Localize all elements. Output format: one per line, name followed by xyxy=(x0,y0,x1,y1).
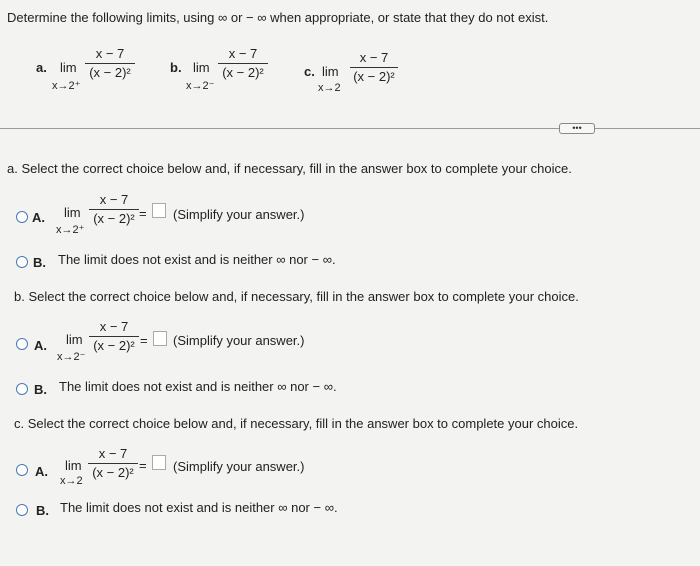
part-c-instruction: c. Select the correct choice below and, if necessary, fill in the answer box to complete your choice. xyxy=(14,416,579,431)
answer-box[interactable] xyxy=(152,455,166,470)
fraction xyxy=(88,446,138,480)
section-divider xyxy=(0,128,700,129)
problem-label: a. xyxy=(36,60,47,75)
fraction xyxy=(89,319,139,353)
lim-text: lim xyxy=(66,332,83,347)
more-button[interactable]: ••• xyxy=(559,123,595,134)
answer-box[interactable] xyxy=(152,203,166,218)
lim-text: lim xyxy=(193,60,210,75)
fraction xyxy=(85,46,135,80)
denominator: (x − 2)² xyxy=(92,465,134,480)
numerator: x − 7 xyxy=(359,50,389,65)
option-b-label: B. xyxy=(33,255,46,270)
numerator: x − 7 xyxy=(98,446,128,461)
equals-sign: = xyxy=(139,458,147,473)
radio-option-b[interactable] xyxy=(16,504,28,516)
denominator: (x − 2)² xyxy=(353,69,395,84)
option-a-label: A. xyxy=(35,464,48,479)
lim-text: lim xyxy=(322,64,339,79)
denominator: (x − 2)² xyxy=(89,65,131,80)
simplify-hint: (Simplify your answer.) xyxy=(173,207,305,222)
numerator: x − 7 xyxy=(99,192,129,207)
lim-subscript: x→2⁺ xyxy=(56,224,85,236)
lim-text: lim xyxy=(60,60,77,75)
question-prompt: Determine the following limits, using ∞ or − ∞ when appropriate, or state that they do not exist. xyxy=(7,10,549,25)
radio-option-a[interactable] xyxy=(16,464,28,476)
radio-option-b[interactable] xyxy=(16,256,28,268)
lim-text: lim xyxy=(65,458,82,473)
fraction xyxy=(218,46,268,80)
option-b-label: B. xyxy=(34,382,47,397)
equals-sign: = xyxy=(140,333,148,348)
lim-subscript: x→2 xyxy=(318,82,341,94)
option-b-label: B. xyxy=(36,503,49,518)
option-b-text: The limit does not exist and is neither ∞ nor − ∞. xyxy=(59,379,337,394)
simplify-hint: (Simplify your answer.) xyxy=(173,333,305,348)
lim-subscript: x→2 xyxy=(60,475,83,487)
radio-option-a[interactable] xyxy=(16,211,28,223)
simplify-hint: (Simplify your answer.) xyxy=(173,459,305,474)
fraction xyxy=(350,50,398,84)
fraction xyxy=(89,192,139,226)
lim-text: lim xyxy=(64,205,81,220)
answer-box[interactable] xyxy=(153,331,167,346)
option-a-label: A. xyxy=(32,210,45,225)
option-a-label: A. xyxy=(34,338,47,353)
numerator: x − 7 xyxy=(99,319,129,334)
option-b-text: The limit does not exist and is neither ∞ nor − ∞. xyxy=(60,500,338,515)
radio-option-a[interactable] xyxy=(16,338,28,350)
lim-subscript: x→2⁻ xyxy=(57,351,86,363)
problem-label: c. xyxy=(304,64,315,79)
numerator: x − 7 xyxy=(95,46,125,61)
option-b-text: The limit does not exist and is neither ∞ nor − ∞. xyxy=(58,252,336,267)
part-a-instruction: a. Select the correct choice below and, if necessary, fill in the answer box to complete your choice. xyxy=(7,161,572,176)
problem-label: b. xyxy=(170,60,182,75)
denominator: (x − 2)² xyxy=(93,338,135,353)
lim-subscript: x→2⁺ xyxy=(52,80,81,92)
numerator: x − 7 xyxy=(228,46,258,61)
lim-subscript: x→2⁻ xyxy=(186,80,215,92)
part-b-instruction: b. Select the correct choice below and, if necessary, fill in the answer box to complete your choice. xyxy=(14,289,579,304)
radio-option-b[interactable] xyxy=(16,383,28,395)
denominator: (x − 2)² xyxy=(222,65,264,80)
denominator: (x − 2)² xyxy=(93,211,135,226)
equals-sign: = xyxy=(139,206,147,221)
